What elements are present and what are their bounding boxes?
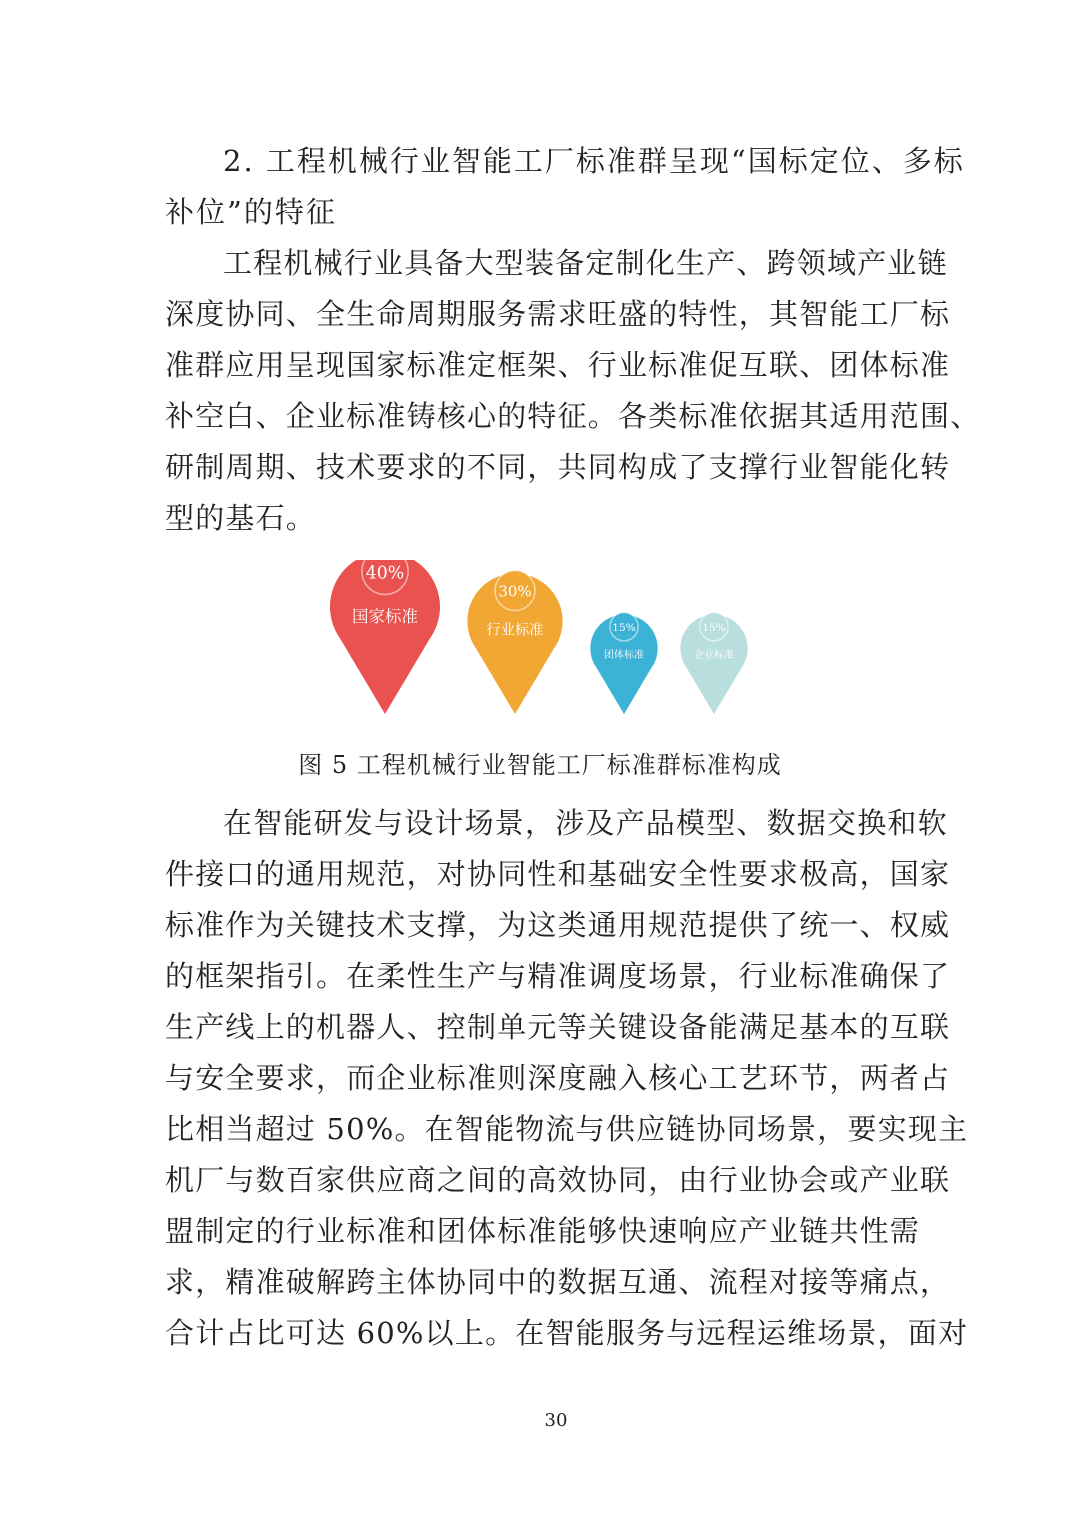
category-label: 行业标准 (486, 622, 544, 639)
paragraph-1-line: 深度协同、全生命周期服务需求旺盛的特性，其智能工厂标 (165, 297, 951, 331)
pin-marker (330, 560, 440, 714)
paragraph-2-line: 比相当超过 50%。在智能物流与供应链协同场景，要实现主 (165, 1112, 969, 1146)
paragraph-2-line: 盟制定的行业标准和团体标准能够快速响应产业链共性需 (165, 1214, 921, 1248)
pin-marker (680, 613, 747, 714)
paragraph-2-line: 标准作为关键技术支撑，为这类通用规范提供了统一、权威 (165, 908, 951, 942)
paragraph-2-line: 在智能研发与设计场景，涉及产品模型、数据交换和软 (223, 806, 948, 840)
paragraph-2-line: 生产线上的机器人、控制单元等关键设备能满足基本的互联 (165, 1010, 951, 1044)
paragraph-2-line: 机厂与数百家供应商之间的高效协同，由行业协会或产业联 (165, 1163, 951, 1197)
percent-label: 30% (498, 582, 532, 601)
percent-label: 15% (702, 621, 726, 634)
standards-composition-figure (320, 560, 760, 725)
section-heading-line-1: 2. 工程机械行业智能工厂标准群呈现“国标定位、多标 (223, 144, 965, 178)
paragraph-2-line: 与安全要求，而企业标准则深度融入核心工艺环节，两者占 (165, 1061, 951, 1095)
percent-label: 40% (365, 563, 405, 584)
paragraph-1-line: 型的基石。 (165, 501, 317, 535)
category-label: 企业标准 (693, 649, 735, 661)
category-label: 团体标准 (603, 649, 645, 661)
paragraph-1-line: 工程机械行业具备大型装备定制化生产、跨领域产业链 (223, 246, 948, 280)
paragraph-1-line: 准群应用呈现国家标准定框架、行业标准促互联、团体标准 (165, 348, 951, 382)
paragraph-1-line: 研制周期、技术要求的不同，共同构成了支撑行业智能化转 (165, 450, 951, 484)
section-heading-line-2: 补位”的特征 (165, 195, 337, 229)
paragraph-2-line: 件接口的通用规范，对协同性和基础安全性要求极高，国家 (165, 857, 951, 891)
paragraph-2-line: 的框架指引。在柔性生产与精准调度场景，行业标准确保了 (165, 959, 951, 993)
standards-pin-chart (320, 560, 760, 725)
percent-label: 15% (612, 621, 636, 634)
pin-marker (590, 613, 657, 714)
pin-marker (467, 570, 562, 714)
page-number: 30 (544, 1410, 568, 1431)
figure-caption: 图 5 工程机械行业智能工厂标准群标准构成 (298, 751, 782, 779)
paragraph-2-line: 求，精准破解跨主体协同中的数据互通、流程对接等痛点， (165, 1265, 951, 1299)
category-label: 国家标准 (352, 607, 418, 627)
paragraph-1-line: 补空白、企业标准铸核心的特征。各类标准依据其适用范围、 (165, 399, 981, 433)
paragraph-2-line: 合计占比可达 60%以上。在智能服务与远程运维场景，面对 (165, 1316, 969, 1350)
